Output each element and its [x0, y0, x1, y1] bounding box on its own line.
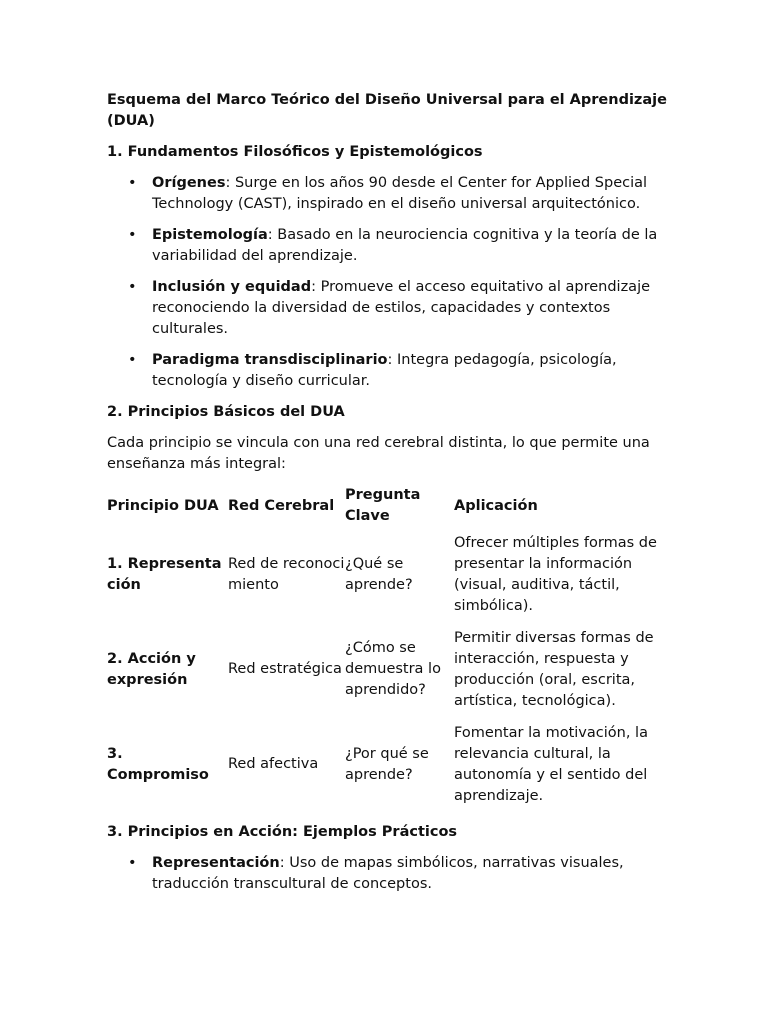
table-row	[107, 717, 667, 812]
table-cell: 1. Representación	[107, 555, 222, 593]
bullet-icon: •	[128, 855, 137, 871]
list-item-text: : Basado en la neurociencia cognitiva y la teoría de la variabilidad del aprendizaje.	[152, 227, 658, 264]
list-item	[107, 225, 667, 267]
table-cell: Fomentar la motivación, la relevancia cultural, la autonomía y el sentido del aprendizaje.	[454, 724, 648, 804]
list-item-term: Inclusión y equidad	[152, 279, 312, 295]
bullet-icon: •	[128, 175, 137, 191]
list-item-text: : Promueve el acceso equitativo al aprendizaje reconociendo la diversidad de estilos, capacidades y contextos culturales.	[152, 279, 651, 337]
table-header-cell: Principio DUA	[107, 497, 219, 514]
table-cell: Red afectiva	[228, 756, 319, 772]
table-header-cell: Red Cerebral	[228, 497, 335, 514]
principios-table	[107, 485, 667, 812]
table-cell: Ofrecer múltiples formas de presentar la información (visual, auditiva, táctil, simbólica).	[454, 534, 657, 614]
list-item-term: Representación	[152, 855, 280, 871]
list-item	[107, 853, 667, 895]
bullet-icon: •	[128, 352, 137, 368]
list-item-text: : Integra pedagogía, psicología, tecnología y diseño curricular.	[152, 352, 617, 389]
table-cell: 2. Acción y expresión	[107, 650, 196, 688]
list-item-term: Orígenes	[152, 175, 226, 191]
principios-intro: Cada principio se vincula con una red cerebral distinta, lo que permite una enseñanza más integral:	[107, 435, 650, 472]
table-header-cell: Aplicación	[454, 497, 538, 514]
list-item	[107, 173, 667, 215]
table-cell: ¿Cómo se demuestra lo aprendido?	[345, 640, 441, 698]
table-cell: Permitir diversas formas de interacción, respuesta y producción (oral, escrita, artística, tecnológica).	[454, 629, 654, 709]
table-cell: ¿Por qué se aprende?	[345, 745, 429, 783]
table-row	[107, 622, 667, 717]
bullet-icon: •	[128, 279, 137, 295]
list-item-text: : Surge en los años 90 desde el Center for Applied Special Technology (CAST), inspirado en el diseño universal arquitectónico.	[152, 175, 648, 212]
table-cell: 3. Compromiso	[107, 745, 209, 783]
ejemplos-list	[107, 853, 667, 895]
section-heading-fundamentos: 1. Fundamentos Filosóficos y Epistemológicos	[107, 144, 483, 160]
document-body	[107, 90, 667, 905]
fundamentos-list	[107, 173, 667, 392]
table-row	[107, 527, 667, 622]
list-item	[107, 277, 667, 340]
table-cell: Red de reconocimiento	[228, 555, 345, 593]
table-header-cell: Pregunta Clave	[345, 487, 421, 524]
bullet-icon: •	[128, 227, 137, 243]
list-item-text: : Uso de mapas simbólicos, narrativas visuales, traducción transcultural de conceptos.	[152, 855, 624, 892]
section-heading-ejemplos: 3. Principios en Acción: Ejemplos Prácticos	[107, 824, 458, 840]
document-title: Esquema del Marco Teórico del Diseño Universal para el Aprendizaje (DUA)	[107, 92, 667, 129]
list-item	[107, 350, 667, 392]
table-cell: ¿Qué se aprende?	[345, 555, 413, 593]
list-item-term: Paradigma transdisciplinario	[152, 352, 388, 368]
table-header-row	[107, 485, 667, 527]
section-heading-principios: 2. Principios Básicos del DUA	[107, 404, 345, 420]
table-cell: Red estratégica	[228, 661, 342, 677]
list-item-term: Epistemología	[152, 227, 268, 243]
